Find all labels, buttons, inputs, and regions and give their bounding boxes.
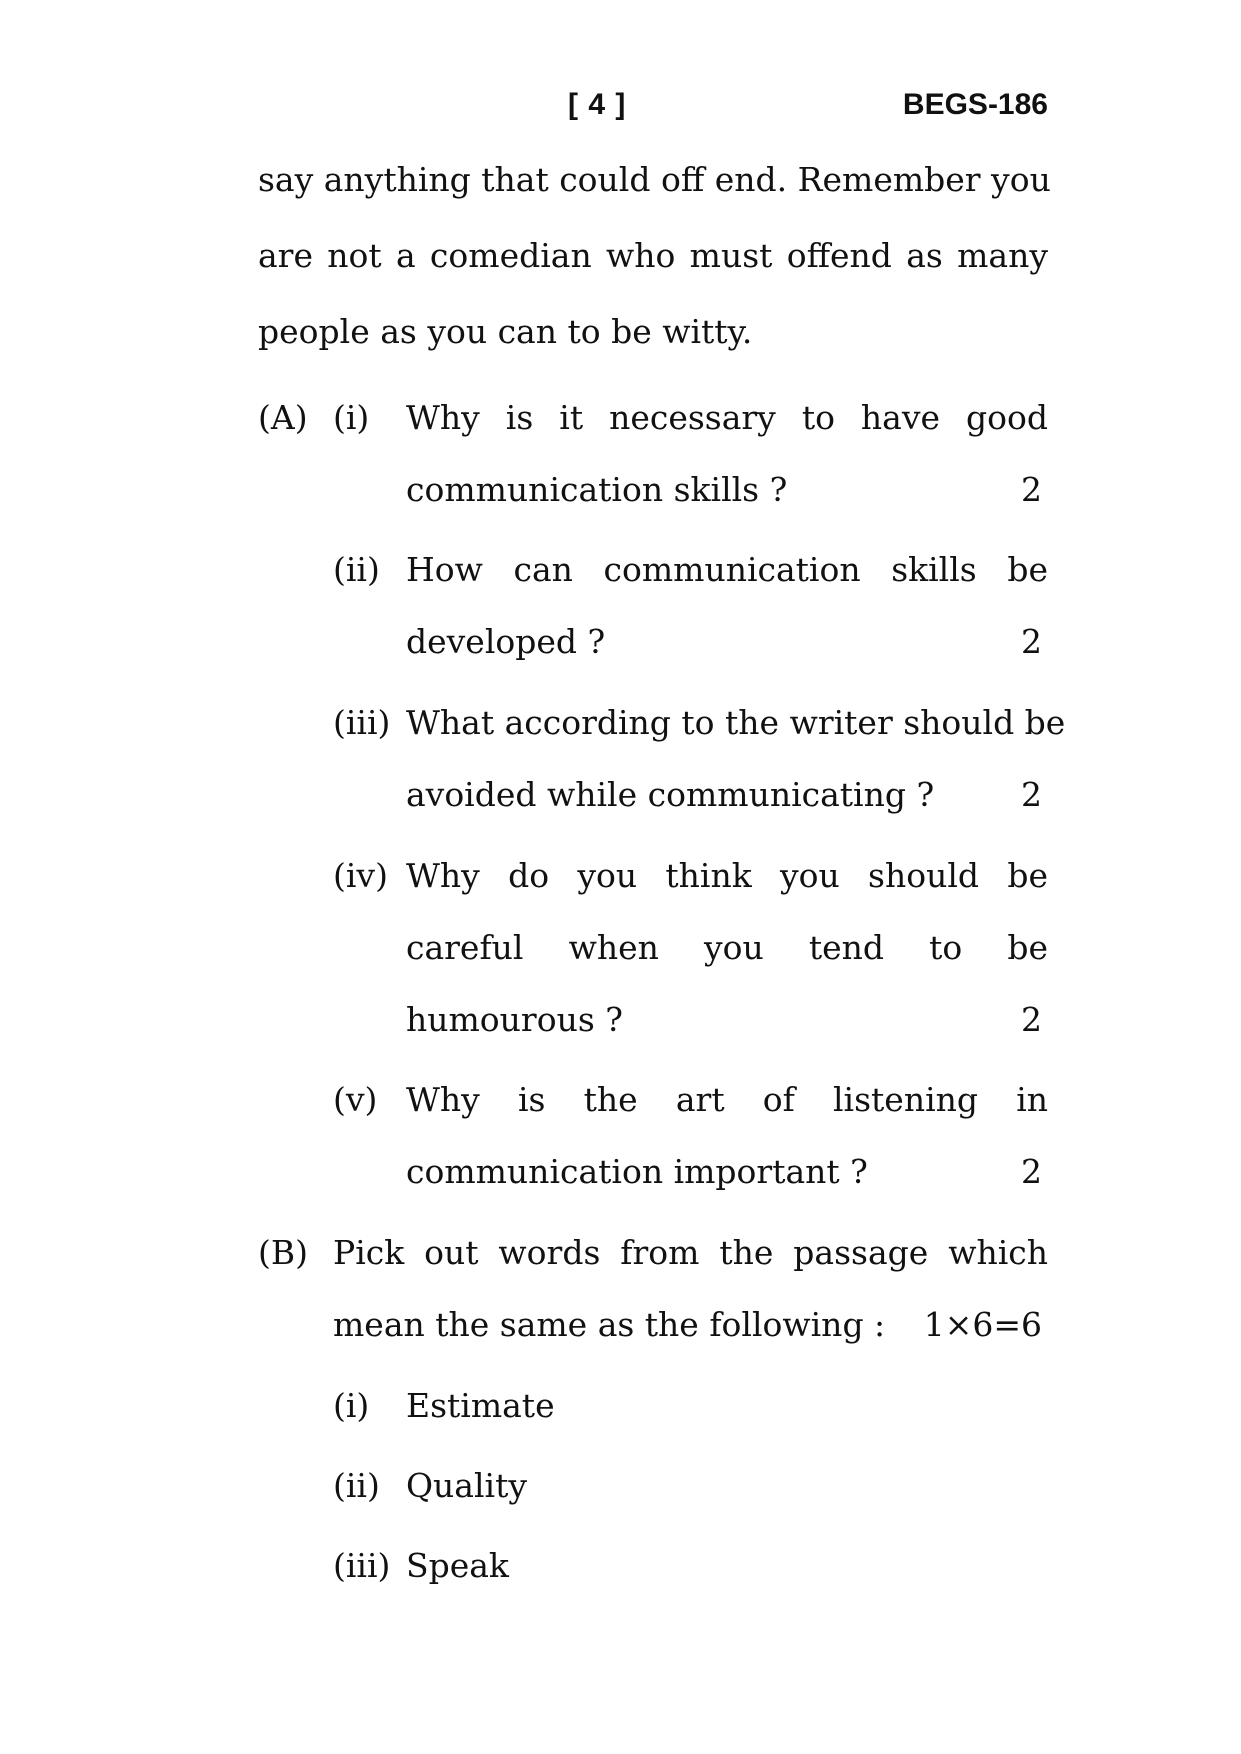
question-line: careful when you tend to be (406, 928, 1048, 967)
word-item-number: (i) (333, 1386, 370, 1425)
passage-line: say anything that could off end. Remember you (258, 160, 1051, 199)
question-number: (ii) (333, 550, 380, 589)
question-line: Why do you think you should be (406, 856, 1048, 895)
question-line: Why is it necessary to have good (406, 398, 1048, 437)
page-number: [ 4 ] (568, 88, 627, 121)
word-item-number: (ii) (333, 1466, 380, 1505)
question-line: humourous ? (406, 1000, 623, 1039)
question-marks: 2 (1021, 1000, 1042, 1039)
question-line: How can communication skills be (406, 550, 1048, 589)
paper-code: BEGS-186 (902, 88, 1048, 121)
word-item: Quality (406, 1466, 527, 1505)
question-line: Why is the art of listening in (406, 1080, 1048, 1119)
question-number: (iii) (333, 703, 391, 742)
section-b-instruction-line: mean the same as the following : (333, 1305, 886, 1344)
section-b-instruction-line: Pick out words from the passage which (333, 1233, 1048, 1272)
question-number: (iv) (333, 856, 388, 895)
section-a-label: (A) (258, 398, 308, 437)
question-marks: 2 (1021, 470, 1042, 509)
question-marks: 2 (1021, 622, 1042, 661)
question-line: communication important ? (406, 1152, 868, 1191)
passage-line: are not a comedian who must offend as many (258, 236, 1048, 275)
question-marks: 2 (1021, 775, 1042, 814)
question-line: developed ? (406, 622, 606, 661)
question-marks: 2 (1021, 1152, 1042, 1191)
question-number: (i) (333, 398, 370, 437)
word-item-number: (iii) (333, 1546, 391, 1585)
question-line: avoided while communicating ? (406, 775, 935, 814)
word-item: Estimate (406, 1386, 555, 1425)
word-item: Speak (406, 1546, 509, 1585)
section-b-marks: 1×6=6 (923, 1305, 1042, 1344)
section-b-label: (B) (258, 1233, 308, 1272)
question-line: What according to the writer should be (406, 703, 1066, 742)
passage-line: people as you can to be witty. (258, 312, 753, 351)
question-line: communication skills ? (406, 470, 788, 509)
question-number: (v) (333, 1080, 378, 1119)
